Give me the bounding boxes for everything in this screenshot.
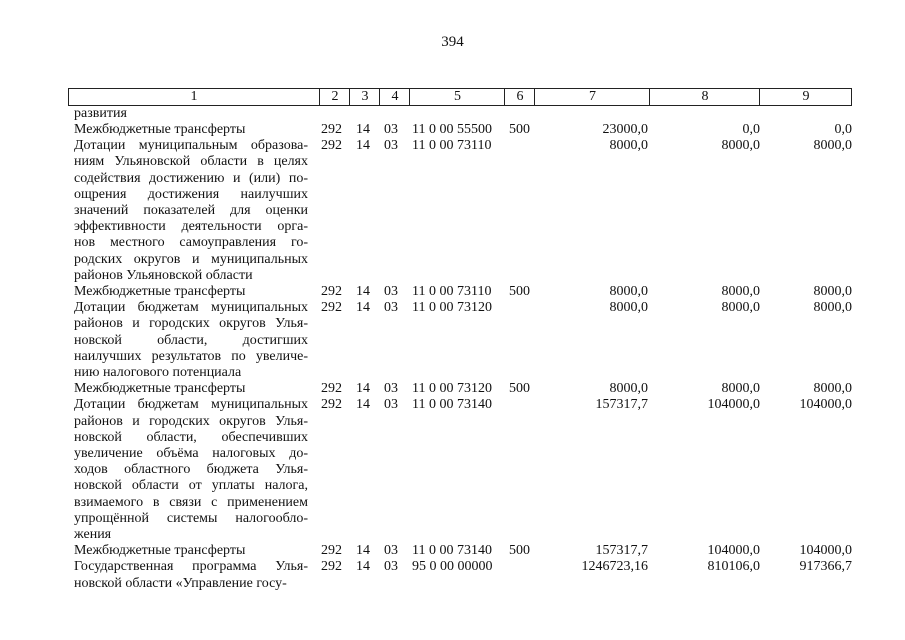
- cell-c8: 0,0: [742, 122, 760, 137]
- cell-c4: 03: [384, 397, 398, 413]
- description-line: жения: [74, 527, 112, 543]
- cell-c2: 292: [321, 543, 342, 559]
- cell-c7: 8000,0: [609, 300, 648, 316]
- description-line: эффективности деятельности орга-: [74, 219, 308, 235]
- header-col-5: 5: [409, 89, 505, 105]
- description-line: Межбюджетные трансферты: [74, 543, 246, 559]
- continuation-text: развития: [74, 106, 127, 121]
- cell-c5: 11 0 00 73140: [412, 397, 492, 413]
- description-line: ходов областного бюджета Улья-: [74, 462, 308, 478]
- description-line: новской области «Управление госу-: [74, 575, 287, 591]
- description-line: районов и городских округов Улья-: [74, 316, 308, 332]
- cell-c6: 500: [509, 543, 530, 559]
- description-line: Межбюджетные трансферты: [74, 381, 246, 397]
- cell-c2: 292: [321, 559, 342, 575]
- cell-c6: 500: [509, 284, 530, 299]
- cell-c5: 11 0 00 73120: [412, 381, 492, 397]
- cell-c2: 292: [321, 381, 342, 397]
- cell-c3: 14: [356, 300, 370, 316]
- header-col-6: 6: [504, 89, 535, 105]
- cell-c2: 292: [321, 284, 342, 299]
- cell-c3: 14: [356, 397, 370, 413]
- cell-c3: 14: [356, 381, 370, 397]
- cell-c7: 8000,0: [609, 284, 648, 299]
- description-line: упрощённой системы налогообло-: [74, 510, 308, 526]
- cell-c9: 917366,7: [799, 559, 852, 575]
- row-description: [74, 559, 308, 591]
- description-line: новской области от уплаты налога,: [74, 478, 308, 494]
- cell-c5: 11 0 00 73110: [412, 284, 492, 299]
- description-line: наилучших результатов по увеличе-: [74, 348, 308, 364]
- cell-c2: 292: [321, 300, 342, 316]
- cell-c7: 23000,0: [602, 122, 648, 137]
- cell-c8: 8000,0: [721, 138, 760, 154]
- cell-c5: 11 0 00 73110: [412, 138, 492, 154]
- cell-c3: 14: [356, 138, 370, 154]
- header-col-2: 2: [319, 89, 350, 105]
- cell-c9: 104000,0: [799, 543, 852, 559]
- cell-c2: 292: [321, 122, 342, 137]
- row-description: [74, 284, 308, 300]
- row-description: [74, 543, 308, 559]
- header-col-8: 8: [649, 89, 760, 105]
- cell-c4: 03: [384, 300, 398, 316]
- description-line: новской области, достигших: [74, 332, 308, 348]
- page-number: 394: [441, 34, 464, 50]
- header-col-4: 4: [379, 89, 410, 105]
- header-col-1: 1: [190, 89, 198, 104]
- cell-c4: 03: [384, 543, 398, 559]
- cell-c8: 8000,0: [721, 381, 760, 397]
- description-line: нию налогового потенциала: [74, 365, 242, 380]
- cell-c9: 0,0: [834, 122, 852, 137]
- header-col-3: 3: [349, 89, 380, 105]
- description-line: содействия достижению и (или) по-: [74, 170, 308, 186]
- cell-c7: 157317,7: [595, 543, 648, 559]
- cell-c3: 14: [356, 122, 370, 137]
- row-description: [74, 138, 308, 284]
- description-line: нов местного самоуправления го-: [74, 235, 308, 251]
- description-line: взимаемого в связи с применением: [74, 494, 308, 510]
- description-line: Дотации муниципальным образова-: [74, 138, 308, 154]
- cell-c7: 8000,0: [609, 138, 648, 154]
- description-line: Дотации бюджетам муниципальных: [74, 300, 308, 316]
- cell-c7: 8000,0: [609, 381, 648, 397]
- cell-c8: 8000,0: [721, 300, 760, 316]
- table-header: [68, 88, 852, 106]
- cell-c4: 03: [384, 381, 398, 397]
- cell-c4: 03: [384, 559, 398, 575]
- description-line: значений показателей для оценки: [74, 203, 308, 218]
- cell-c3: 14: [356, 284, 370, 299]
- cell-c5: 11 0 00 73140: [412, 543, 492, 559]
- cell-c7: 1246723,16: [581, 559, 648, 575]
- cell-c8: 810106,0: [707, 559, 760, 575]
- description-line: родских округов и муниципальных: [74, 251, 308, 267]
- header-col-7: 7: [534, 89, 650, 105]
- description-line: ниям Ульяновской области в целях: [74, 154, 308, 170]
- cell-c9: 104000,0: [799, 397, 852, 413]
- header-col-9: 9: [759, 89, 852, 105]
- cell-c8: 8000,0: [721, 284, 760, 299]
- description-line: районов Ульяновской области: [74, 267, 253, 283]
- description-line: Государственная программа Улья-: [74, 559, 308, 575]
- cell-c8: 104000,0: [707, 543, 760, 559]
- description-line: районов и городских округов Улья-: [74, 413, 308, 429]
- description-line: ощрения достижения наилучших: [74, 186, 308, 202]
- cell-c5: 11 0 00 73120: [412, 300, 492, 316]
- cell-c5: 95 0 00 00000: [412, 559, 493, 575]
- cell-c9: 8000,0: [813, 138, 852, 154]
- cell-c5: 11 0 00 55500: [412, 122, 492, 137]
- row-description: [74, 397, 308, 543]
- row-description: [74, 122, 308, 138]
- cell-c8: 104000,0: [707, 397, 760, 413]
- description-line: Межбюджетные трансферты: [74, 284, 246, 299]
- cell-c9: 8000,0: [813, 284, 852, 299]
- description-line: новской области, обеспечивших: [74, 429, 308, 445]
- description-line: Межбюджетные трансферты: [74, 122, 246, 137]
- cell-c7: 157317,7: [595, 397, 648, 413]
- cell-c6: 500: [509, 122, 530, 137]
- row-description: [74, 300, 308, 381]
- cell-c9: 8000,0: [813, 381, 852, 397]
- cell-c9: 8000,0: [813, 300, 852, 316]
- cell-c4: 03: [384, 284, 398, 299]
- cell-c6: 500: [509, 381, 530, 397]
- row-description: [74, 381, 308, 397]
- description-line: увеличение объёма налоговых до-: [74, 446, 308, 461]
- cell-c4: 03: [384, 138, 398, 154]
- cell-c3: 14: [356, 559, 370, 575]
- cell-c3: 14: [356, 543, 370, 559]
- cell-c2: 292: [321, 138, 342, 154]
- cell-c4: 03: [384, 122, 398, 137]
- description-line: Дотации бюджетам муниципальных: [74, 397, 308, 413]
- cell-c2: 292: [321, 397, 342, 413]
